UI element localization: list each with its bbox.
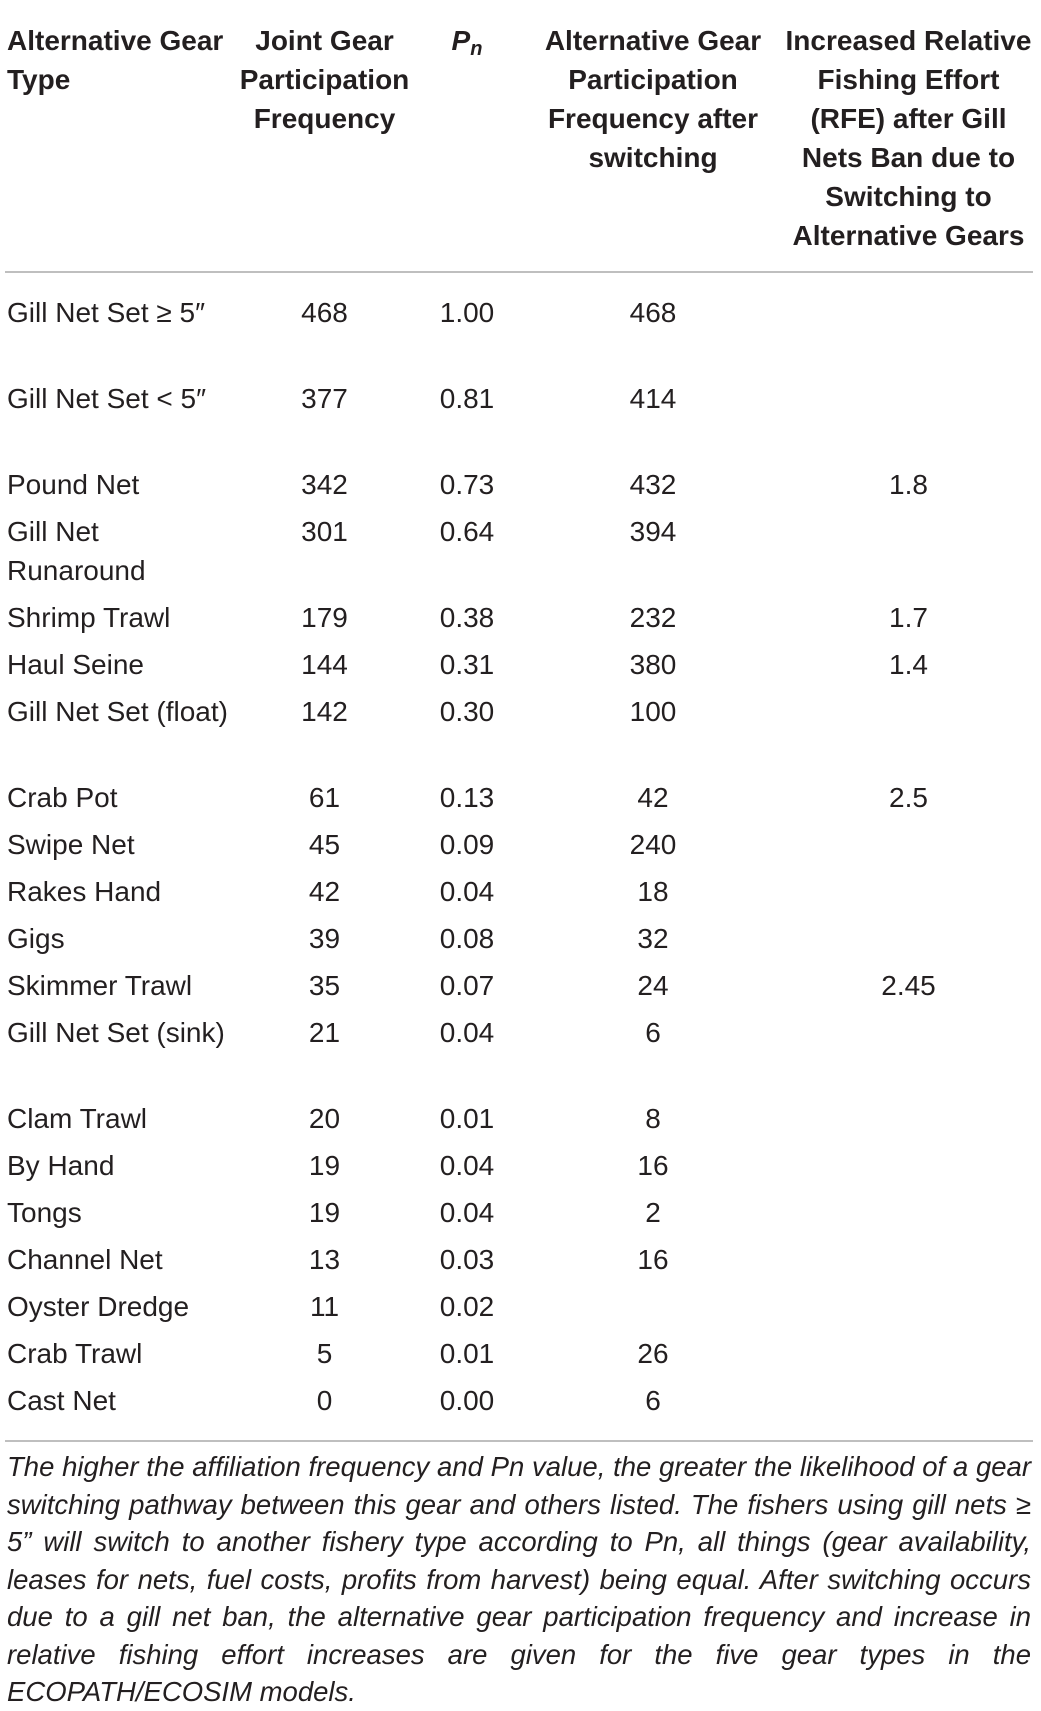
- gear-name-cell: Crab Pot: [7, 782, 118, 813]
- table-row: [5, 1334, 1033, 1381]
- gear-name-cell: Rakes Hand: [7, 876, 162, 907]
- table-row: [5, 379, 1033, 465]
- joint-frequency-cell: 377: [301, 383, 348, 414]
- table-row: [5, 919, 1033, 966]
- alt-frequency-cell: 24: [637, 970, 669, 1001]
- joint-frequency-cell: 11: [309, 1291, 340, 1322]
- pn-cell: 0.07: [439, 970, 495, 1001]
- table-row: [5, 872, 1033, 919]
- alt-frequency-cell: 18: [637, 876, 669, 907]
- alt-frequency-cell: [522, 1287, 784, 1334]
- table-row: [5, 778, 1033, 825]
- joint-frequency-cell: 45: [308, 829, 341, 860]
- pn-cell: 0.31: [439, 649, 495, 680]
- pn-cell: 0.04: [439, 1197, 495, 1228]
- header-pn: [412, 0, 522, 272]
- gear-name-cell: Crab Trawl: [7, 1338, 143, 1369]
- alt-frequency-cell: 6: [645, 1017, 661, 1048]
- joint-frequency-cell: 342: [301, 469, 348, 500]
- gear-name-cell: Gill Net Runaround: [7, 516, 146, 586]
- table-row: [5, 1013, 1033, 1099]
- alt-frequency-cell: 232: [629, 602, 677, 633]
- table-row: [5, 692, 1033, 778]
- rfe-cell: [784, 1334, 1033, 1381]
- joint-frequency-cell: 19: [308, 1150, 341, 1181]
- pn-cell: 0.01: [439, 1338, 495, 1369]
- alt-frequency-cell: 16: [637, 1244, 669, 1275]
- alt-frequency-cell: 380: [629, 649, 677, 680]
- joint-frequency-cell: 301: [301, 516, 348, 547]
- pn-cell: 0.30: [439, 696, 495, 727]
- pn-cell: 0.04: [439, 1150, 495, 1181]
- rfe-cell: [784, 272, 1033, 379]
- joint-frequency-cell: 142: [301, 696, 348, 727]
- pn-cell: 0.09: [439, 829, 495, 860]
- rfe-cell: 1.7: [889, 602, 928, 633]
- rfe-cell: [784, 1240, 1033, 1287]
- alt-frequency-cell: 394: [629, 516, 677, 547]
- gear-name-cell: Oyster Dredge: [7, 1291, 190, 1322]
- table-row: [5, 1193, 1033, 1240]
- header-rfe: Increased Relative Fishing Effort (RFE) after Gill Nets Ban due to Switching to Alternative Gears: [784, 0, 1033, 272]
- alt-frequency-cell: 6: [645, 1385, 661, 1416]
- table-row: [5, 1146, 1033, 1193]
- rfe-cell: [784, 379, 1033, 465]
- joint-frequency-cell: 5: [316, 1338, 333, 1369]
- rfe-cell: [784, 919, 1033, 966]
- alt-frequency-cell: 414: [629, 383, 677, 414]
- gear-name-cell: By Hand: [7, 1150, 115, 1181]
- pn-cell: 0.64: [439, 516, 495, 547]
- table-row: [5, 645, 1033, 692]
- header-joint-frequency: Joint Gear Participation Frequency: [237, 0, 412, 272]
- gear-name-cell: Swipe Net: [7, 829, 135, 860]
- alt-frequency-cell: 100: [629, 696, 677, 727]
- gear-name-cell: Gill Net Set ≥ 5″: [7, 297, 206, 328]
- header-pn-subscript: n: [470, 38, 483, 60]
- table-row: [5, 825, 1033, 872]
- table-row: [5, 966, 1033, 1013]
- gear-switching-table: [5, 0, 1033, 1440]
- alt-frequency-cell: 432: [629, 469, 677, 500]
- joint-frequency-cell: 179: [301, 602, 348, 633]
- joint-frequency-cell: 13: [308, 1244, 341, 1275]
- rfe-cell: [784, 825, 1033, 872]
- rfe-cell: [784, 512, 1033, 598]
- table-body: [5, 272, 1033, 1440]
- table-footnote: The higher the affiliation frequency and Pn value, the greater the likelihood of a gear switching pathway between this gear and others listed. The fishers using gill nets ≥ 5” will switch to another fishery type according to Pn, all things (gear availability, leases for nets, fuel costs, profits from harvest) being equal. After switching occurs due to a gill net ban, the alternative gear participation frequency and increase in relative fishing effort increases are given for the five gear types in the ECOPATH/ECOSIM models.: [5, 1440, 1033, 1711]
- rfe-cell: [784, 692, 1033, 778]
- gear-name-cell: Channel Net: [7, 1244, 163, 1275]
- joint-frequency-cell: 42: [308, 876, 341, 907]
- rfe-cell: [784, 1381, 1033, 1440]
- table-row: [5, 1287, 1033, 1334]
- rfe-cell: [784, 1287, 1033, 1334]
- alt-frequency-cell: 240: [629, 829, 677, 860]
- gear-name-cell: Clam Trawl: [7, 1103, 148, 1134]
- table-row: [5, 512, 1033, 598]
- gear-name-cell: Skimmer Trawl: [7, 970, 193, 1001]
- pn-cell: 0.02: [439, 1291, 495, 1322]
- alt-frequency-cell: 32: [637, 923, 669, 954]
- alt-frequency-cell: 2: [645, 1197, 661, 1228]
- pn-cell: 0.08: [439, 923, 495, 954]
- table-row: [5, 1099, 1033, 1146]
- joint-frequency-cell: 20: [308, 1103, 341, 1134]
- joint-frequency-cell: 39: [308, 923, 341, 954]
- table-row: [5, 598, 1033, 645]
- gear-name-cell: Pound Net: [7, 469, 140, 500]
- header-alt-frequency: Alternative Gear Participation Frequency after switching: [522, 0, 784, 272]
- pn-cell: 0.73: [439, 469, 495, 500]
- rfe-cell: [784, 872, 1033, 919]
- alt-frequency-cell: 16: [637, 1150, 669, 1181]
- pn-cell: 0.00: [439, 1385, 495, 1416]
- rfe-cell: 2.5: [889, 782, 928, 813]
- rfe-cell: [784, 1146, 1033, 1193]
- alt-frequency-cell: 468: [629, 297, 677, 328]
- alt-frequency-cell: 26: [637, 1338, 669, 1369]
- gear-name-cell: Gigs: [7, 923, 65, 954]
- gear-name-cell: Haul Seine: [7, 649, 144, 680]
- joint-frequency-cell: 468: [301, 297, 348, 328]
- pn-cell: 0.81: [439, 383, 495, 414]
- joint-frequency-cell: 35: [308, 970, 341, 1001]
- rfe-cell: 1.8: [889, 469, 928, 500]
- table-container: [5, 0, 1035, 1711]
- pn-cell: 0.01: [439, 1103, 495, 1134]
- rfe-cell: [784, 1193, 1033, 1240]
- header-pn-symbol: P: [451, 25, 471, 56]
- pn-cell: 0.04: [439, 876, 495, 907]
- gear-name-cell: Gill Net Set (sink): [7, 1017, 225, 1048]
- gear-name-cell: Gill Net Set (float): [7, 696, 228, 727]
- rfe-cell: 2.45: [881, 970, 936, 1001]
- pn-cell: 0.04: [439, 1017, 495, 1048]
- joint-frequency-cell: 144: [301, 649, 348, 680]
- alt-frequency-cell: 8: [645, 1103, 661, 1134]
- gear-name-cell: Tongs: [7, 1197, 82, 1228]
- pn-cell: 0.38: [439, 602, 495, 633]
- rfe-cell: 1.4: [889, 649, 928, 680]
- alt-frequency-cell: 42: [637, 782, 669, 813]
- header-gear-type: Alternative Gear Type: [5, 0, 237, 272]
- header-row: [5, 0, 1033, 272]
- joint-frequency-cell: 21: [308, 1017, 341, 1048]
- table-row: [5, 272, 1033, 379]
- pn-cell: 0.13: [439, 782, 495, 813]
- table-row: [5, 1381, 1033, 1440]
- pn-cell: 0.03: [439, 1244, 495, 1275]
- joint-frequency-cell: 0: [316, 1385, 333, 1416]
- table-row: [5, 465, 1033, 512]
- table-row: [5, 1240, 1033, 1287]
- rfe-cell: [784, 1099, 1033, 1146]
- joint-frequency-cell: 61: [308, 782, 341, 813]
- joint-frequency-cell: 19: [308, 1197, 341, 1228]
- gear-name-cell: Shrimp Trawl: [7, 602, 171, 633]
- gear-name-cell: Gill Net Set < 5″: [7, 383, 206, 414]
- gear-name-cell: Cast Net: [7, 1385, 116, 1416]
- rfe-cell: [784, 1013, 1033, 1099]
- table-header: [5, 0, 1033, 272]
- pn-cell: 1.00: [439, 297, 495, 328]
